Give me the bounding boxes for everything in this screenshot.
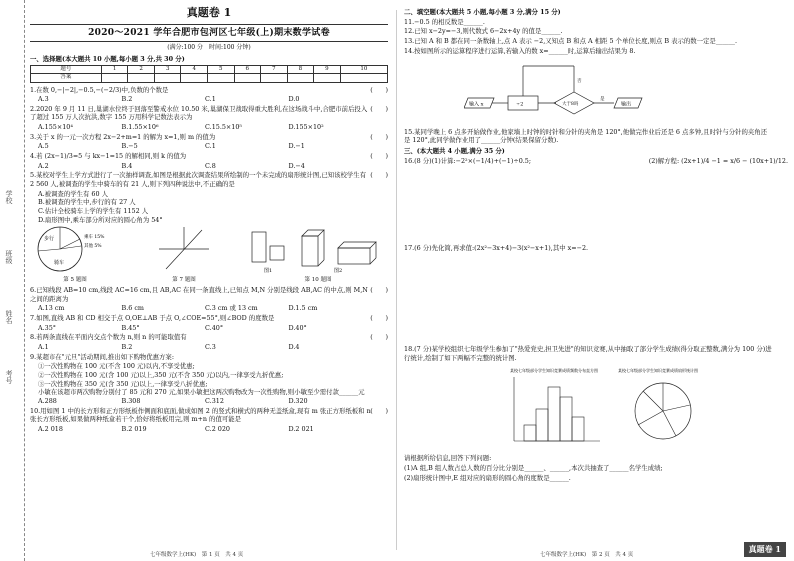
question-item: 14.按如图所示的运算程序进行运算,若输入的数 x=______时,运算后输出结果为 8.	[404, 46, 636, 55]
pie-label: 乘车 15%	[84, 235, 105, 241]
question-item	[30, 407, 388, 424]
answer-bracket: ( )	[370, 406, 388, 415]
question-item	[30, 152, 388, 161]
table-cell: 5	[208, 65, 235, 73]
options-row	[30, 397, 388, 406]
table-cell: 4	[181, 65, 208, 73]
question-item: 13.已知 A 和 B 都在同一条数轴上,点 A 表示 −2,又知点 B 和点 A 相距 5 个单位长度,则点 B 表示的数一定是______.	[404, 36, 738, 45]
pie-label: 步行	[44, 236, 55, 243]
options-row	[30, 304, 388, 313]
option: B.45°	[121, 323, 140, 332]
option: D.−4	[288, 161, 305, 170]
figure-label: 图1	[264, 268, 273, 275]
answer-bracket: ( )	[370, 104, 388, 113]
option: D.4	[288, 343, 300, 352]
question-item	[30, 133, 388, 142]
question-item: 18.(7 分)某学校组织七年级学生参加了"热爱党史,担卫先进"的知识竞赛,从中抽取了部分学生成绩(得分取正整数,满分为 100 分)进行统计,绘制了如下两幅不完整的统计图.	[404, 345, 772, 362]
question-item	[404, 157, 788, 166]
pie-label: 骑车	[54, 260, 65, 267]
figure-caption: 第 7 题图	[172, 276, 196, 283]
question-item	[30, 105, 388, 122]
option: C.2 020	[205, 424, 230, 433]
table-cell	[314, 74, 341, 82]
page-divider	[396, 10, 397, 550]
option: B.2 019	[121, 424, 147, 433]
flow-condition: 大于8吗	[562, 102, 579, 108]
flowchart	[464, 58, 664, 122]
question-item: (2)扇形统计图中,E 组对应的扇形的圆心角的度数是______.	[404, 473, 571, 482]
question-item	[30, 286, 388, 303]
option: A.35°	[38, 323, 56, 332]
option: D.扇形图中,乘车部分所对应的圆心角为 54°	[38, 215, 163, 224]
table-cell: 8	[287, 65, 314, 73]
question-stem: 2.2020 年 9 月 11 日,巢湖水位终于回落至警戒水位 10.50 米,巢湖保卫战取得重大胜利,在这场战斗中,合肥市前后投入了超过 155 万人次抗洪,数字 155 万用科学记数法表示为	[30, 104, 368, 122]
section-heading: 二、填空题(本大题共 5 小题,每小题 3 分,满分 15 分)	[404, 8, 561, 16]
option: C.3	[205, 343, 216, 352]
answer-bracket: ( )	[370, 314, 388, 323]
question-stem: 6.已知线段 AB=10 cm,线段 AC=16 cm,且 AB,AC 在同一条直线上,已知点 M,N 分别是线段 AB,AC 的中点,则 M,N 之间的距离为	[30, 286, 368, 303]
pie-chart-figure	[30, 224, 120, 274]
question-stem: 8.若两条直线在平面内交点个数为 n,则 n 的可能取值有	[30, 333, 187, 342]
option: C.312	[205, 396, 224, 405]
options-row	[30, 123, 388, 132]
figure-10	[248, 224, 388, 284]
options-row	[30, 142, 388, 151]
option: C.1	[205, 95, 216, 104]
question-item	[30, 314, 388, 323]
options-row	[30, 95, 388, 104]
question-stem: 4.若 (2x−1)/3=5 与 kx−1=15 的解相同,则 k 的值为	[30, 152, 187, 161]
table-cell: 10	[340, 65, 387, 73]
question-stem: 3.关于 x 的一元一次方程 2x−2+m=1 的解为 x=1,则 m 的值为	[30, 132, 216, 141]
table-cell	[287, 74, 314, 82]
question-item	[30, 333, 388, 342]
binding-label: 班级	[5, 250, 13, 264]
option: A.5	[38, 142, 49, 151]
chart-title: 某校七年级部分学生知识竞赛成绩频数分布直方图	[510, 368, 598, 374]
answer-bracket: ( )	[370, 333, 388, 342]
lines-figure	[154, 224, 214, 274]
question-item	[30, 171, 388, 188]
answer-bracket: ( )	[370, 85, 388, 94]
question-item: 17.(6 分)先化简,再求值:(2x²−3x+4)−3(x²−x+1),其中 x=−2.	[404, 244, 589, 253]
flow-no: 否	[577, 79, 582, 85]
table-cell: 9	[314, 65, 341, 73]
statistics-charts	[504, 365, 788, 451]
figure-label: 图2	[334, 268, 343, 275]
answer-bracket: ( )	[370, 171, 388, 180]
question-item	[30, 353, 388, 362]
table-cell: 1	[101, 65, 128, 73]
answer-bracket: ( )	[370, 286, 388, 295]
table-cell	[234, 74, 261, 82]
exam-meta: (满分:100 分 时间:100 分钟)	[167, 43, 251, 51]
table-cell: 7	[261, 65, 288, 73]
option: D.2 021	[288, 424, 314, 433]
table-cell	[340, 74, 387, 82]
option: A.155×10⁴	[38, 123, 73, 132]
sub-item: ①一次性购物在 100 元(不含 100 元)以内,不享受优惠;	[38, 362, 195, 371]
section-heading: 三、(本大题共 4 小题,满分 35 分)	[404, 147, 505, 156]
option: D.0	[288, 95, 300, 104]
option: D.320	[288, 396, 308, 405]
table-cell	[208, 74, 235, 82]
answer-space	[404, 165, 788, 243]
answer-table	[30, 65, 388, 83]
option: A.3	[38, 95, 49, 104]
option: B.−5	[121, 142, 138, 151]
option: C.8	[205, 161, 216, 170]
figure-caption: 第 10 题图	[304, 276, 332, 283]
question-stem: (2)解方程: (2x+1)/4 −1 = x/6 − (10x+1)/12.	[648, 156, 788, 165]
question-item	[30, 86, 388, 95]
left-page	[30, 6, 388, 433]
binding-label: 姓名	[5, 310, 13, 324]
figure-7	[154, 224, 214, 284]
table-cell: 题号	[31, 65, 102, 73]
question-item: 请根据所给信息,回答下列问题:	[404, 454, 492, 463]
sub-item: ②一次性购物在 100 元(含 100 元)以上,350 元(不含 350 元)以内,一律享受九折优惠;	[38, 370, 284, 379]
options-row	[30, 425, 388, 434]
exam-title: 2020～2021 学年合肥市包河区七年级(上)期末数学试卷	[30, 24, 388, 42]
options-row	[30, 343, 388, 352]
options-row	[30, 324, 388, 333]
sub-item: ③一次性购物在 350 元(含 350 元)以上,一律享受八折优惠;	[38, 379, 208, 388]
binding-strip	[0, 0, 25, 561]
table-cell	[154, 74, 181, 82]
binding-label: 考号	[5, 370, 13, 384]
table-cell: 答案	[31, 74, 102, 82]
option: C.1	[205, 142, 216, 151]
option: B.308	[121, 396, 141, 405]
table-cell	[128, 74, 155, 82]
options-row	[30, 162, 388, 171]
option: A.13 cm	[38, 304, 65, 313]
question-stem: 16.(8 分)(1)计算:−2²×(−1/4)+(−1)÷0.5;	[404, 156, 532, 165]
option: D.155×10²	[288, 123, 324, 132]
histogram-figure	[504, 365, 604, 449]
page-title: 真题卷 1	[186, 6, 232, 19]
figure-caption: 第 5 题图	[63, 276, 87, 283]
page-footer: 七年级数学上(HK) 第 1 页 共 4 页	[150, 552, 244, 558]
flow-input: 输入 x	[469, 101, 484, 108]
table-cell: 6	[234, 65, 261, 73]
option: D.1.5 cm	[288, 304, 318, 313]
option: C.估计全校骑车上学的学生有 1152 人	[38, 206, 149, 215]
option: C.15.5×10⁵	[205, 123, 242, 132]
table-cell	[181, 74, 208, 82]
option: B.6 cm	[121, 304, 144, 313]
option: A.2 018	[38, 424, 63, 433]
figure-5	[30, 224, 120, 284]
table-cell: 2	[128, 65, 155, 73]
flow-yes: 是	[600, 97, 605, 103]
pie-label: 其他 5%	[84, 244, 102, 250]
sub-item: 小敏在该超市两次购物分别付了 85 元和 270 元,如果小敏把这两次购物改为一次性购物,则小敏至少需付款______元	[38, 388, 365, 397]
flow-step: ÷2	[516, 101, 524, 108]
question-stem: 9.某超市在"元旦"活动期间,推出如下购物优惠方案:	[30, 352, 174, 361]
option: B.2	[121, 95, 133, 104]
option: B.1.55×10⁶	[121, 123, 159, 132]
boxes-figure	[248, 224, 388, 274]
option: C.3 cm 或 13 cm	[205, 304, 258, 313]
option: D.40°	[288, 323, 307, 332]
figure-row	[30, 226, 388, 284]
table-cell	[261, 74, 288, 82]
answer-bracket: ( )	[370, 132, 388, 141]
option: A.2	[38, 161, 49, 170]
table-cell: 3	[154, 65, 181, 73]
question-stem: 5.某校对学生上学方式进行了一次抽样调查,如图是根据此次调查结果所绘制的一个未完成的扇形统计图,已知该校学生有 2 560 人,被调查的学生中骑车的有 21 人,则下列四种说法中,不正确的是	[30, 171, 367, 188]
option: A.288	[38, 396, 57, 405]
question-item: (1)A 组,B 组人数占总人数的百分比分别是______、______,本次共抽查了______名学生成绩;	[404, 463, 663, 472]
binding-label: 学校	[5, 190, 13, 204]
question-stem: 7.如图,直线 AB 和 CD 相交于点 O,OE⊥AB 于点 O,∠COE=55°,则∠BOD 的度数是	[30, 314, 275, 323]
option: A.被调查的学生有 60 人	[38, 189, 108, 198]
option: B.4	[121, 161, 133, 170]
flow-output: 输出	[621, 101, 632, 108]
question-item: 11.−0.5 的相反数是______.	[404, 17, 485, 26]
question-stem: 10.用如图 1 中的长方形和正方形纸板作侧面和底面,做成如图 2 的竖式和横式的两种无盖纸盒,现有 m 张正方形纸板和 n 张长方形纸板,如果做两种纸盒若干个,恰好将纸板用完,则 m+n 的值可能是	[30, 406, 371, 424]
exam-badge: 真题卷 1	[744, 542, 786, 557]
option: B.被调查的学生中,步行的有 27 人	[38, 198, 136, 207]
right-page	[404, 6, 788, 483]
option: C.40°	[205, 323, 224, 332]
option: D.−1	[288, 142, 305, 151]
sector-chart-figure	[618, 365, 708, 449]
question-item: 15.某同学晚上 6 点多开始做作业,他家墙上时钟的时针和分针的夹角是 120°,他做完作业后还是 6 点多钟,且时针与分针的夹角还是 120°,此同学做作业用了______分钟(结果保留分数).	[404, 127, 768, 145]
option: A.1	[38, 343, 49, 352]
table-cell	[101, 74, 128, 82]
chart-title: 某校七年级部分学生知识竞赛成绩扇形统计图	[618, 368, 698, 374]
question-item: 12.已知 x−2y=−3,则代数式 6−2x+4y 的值是______.	[404, 27, 563, 36]
page-footer: 七年级数学上(HK) 第 2 页 共 4 页	[540, 552, 634, 558]
answer-bracket: ( )	[370, 152, 388, 161]
section-heading: 一、选择题(本大题共 10 小题,每小题 3 分,共 30 分)	[30, 55, 185, 64]
answer-space	[404, 254, 788, 344]
question-stem: 1.在数 0,−|−2|,−0.5,−(−2/3)中,负数的个数是	[30, 85, 169, 94]
option: B.2	[121, 343, 133, 352]
